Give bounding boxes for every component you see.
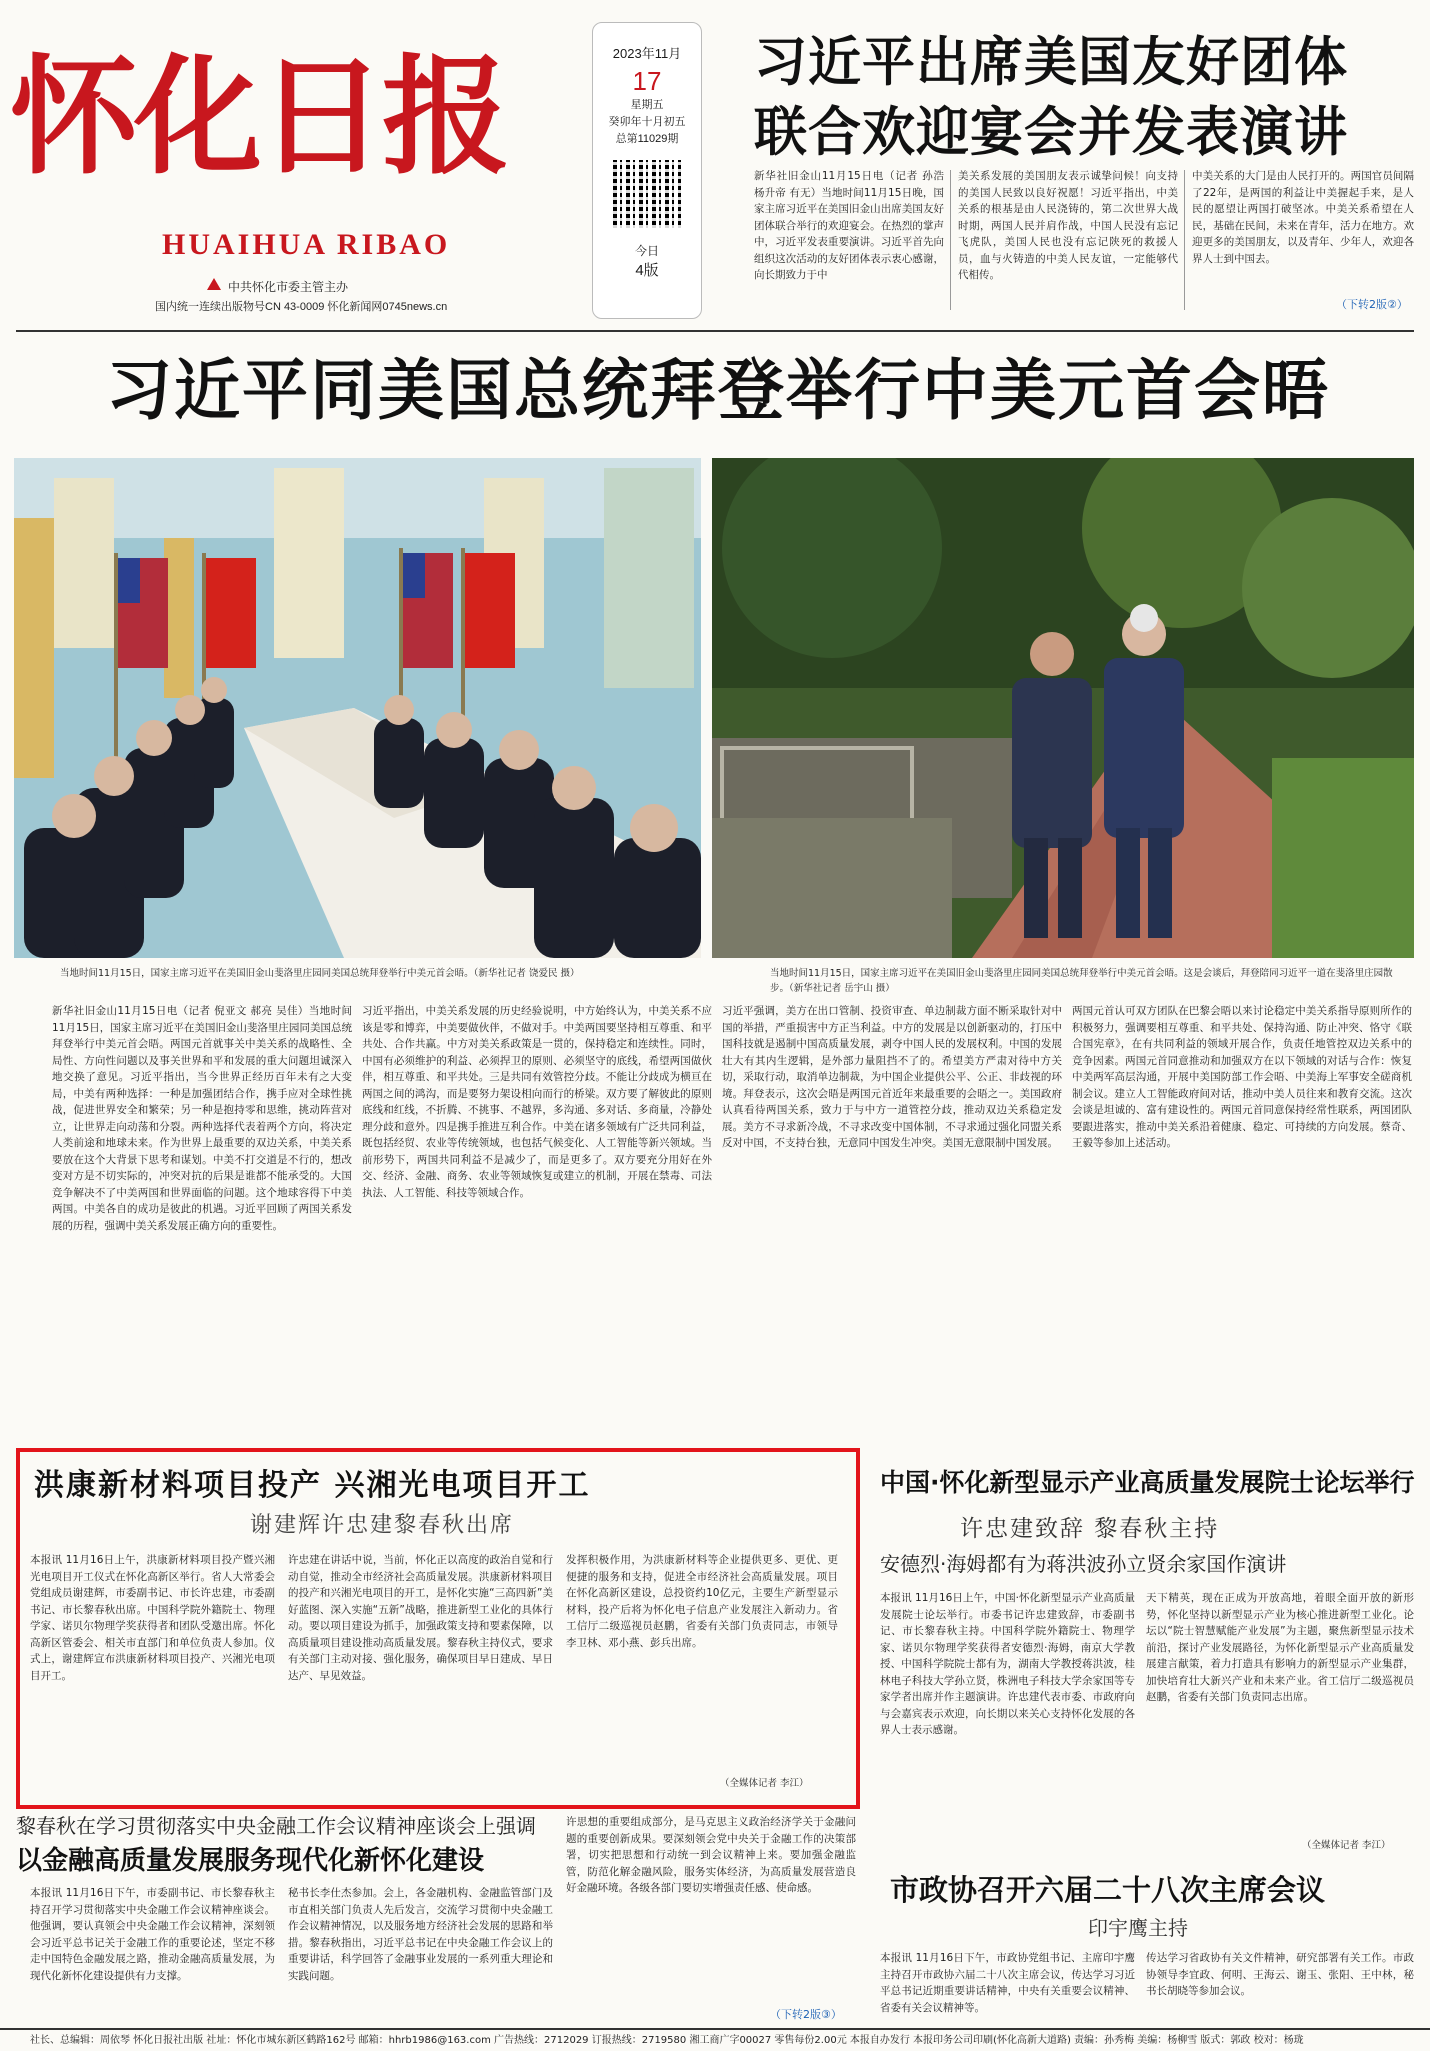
meeting-photo[interactable] [14,458,701,958]
lead-headline[interactable]: 习近平同美国总统拜登举行中美元首会晤 [106,352,1330,429]
publication-number: 国内统一连续出版物号CN 43-0009 怀化新闻网0745news.cn [155,301,448,313]
bottom-left-col-1: 本报讯 11月16日下午，市委副书记、市长黎春秋主持召开学习贯彻落实中央金融工作会议精神座谈会。他强调，要认真领会中央金融工作会议精神，深刻领会习近平总书记关于金融工作的重要论述，坚定不移走中国特色金融发展之路，推动金融高质量发展，为现代化新怀化建设提供有力支撑。 [30,1887,275,1982]
column-divider [1184,170,1185,310]
section-rule [16,330,1414,332]
edition-count: 4版 [635,262,659,279]
top-story-col-2: 美关系发展的美国朋友表示诚挚问候！向支持的美国人民致以良好祝愿！习近平指出，中美关系的根基是由人民浇铸的，第二次世界大战时期，两国人民并肩作战，中国人民没有忘记飞虎队，美国人民也没有忘记陕死的救援人员，血与火铸造的中美人民友谊，一定能够代代相传。 [958,170,1178,281]
box-story-subheadline: 谢建辉许忠建黎春秋出席 [250,1513,515,1538]
box-story-col-1: 本报讯 11月16日上午，洪康新材料项目投产暨兴湘光电项目开工仪式在怀化高新区举行。省人大常委会党组成员谢建辉，市委副书记、市长许忠建，市委副书记、市长黎春秋出席。中国科学院外籍院士、物理学家、诺贝尔物理学奖获得者和团队受邀出席。怀化高新区管委会、相关市直部门和单位负责人参加。仪式上，谢建辉宣布洪康新材料项目投产、兴湘光电项目开工。 [30,1554,275,1682]
bottom-right-subheadline: 印宇鹰主持 [1088,1916,1188,1940]
date-box [592,22,702,319]
issue-number: 总第11029期 [615,133,679,145]
bottom-left-continued[interactable]: （下转2版③） [770,2008,842,2021]
right-story-col-2: 天下精英，现在正成为开放高地，着眼全面开放的新形势，怀化坚持以新型显示产业为核心推进新型工业化。论坛以“院士智慧赋能产业发展”为主题，聚焦新型显示技术前沿，探讨产业发展路径，为怀化新型显示产业高质量发展建言献策，着力打造具有影响力的新型显示产业集群，加快培育壮大新兴产业和未来产业。省工信厅二级巡视员赵鹏，省委有关部门负责同志出席。 [1146,1592,1414,1703]
lead-body-col-1: 新华社旧金山11月15日电（记者 倪亚文 郝亮 吴佳）当地时间11月15日，国家主席习近平在美国旧金山斐洛里庄园同美国总统拜登举行中美元首会晤。两国元首就事关中美关系的战略性、全局性、方向性问题以及事关世界和平和发展的重大问题坦诚深入地交换了意见。习近平指出，当今世界正经历百年未有之大变局，中美有两种选择：一种是加强团结合作，携手应对全球性挑战，促进世界安全和繁荣；另一种是抱持零和思维，挑动阵营对立，让世界走向动荡和分裂。两种选择代表着两个方向，将决定人类前途和地球未来。作为世界上最重要的双边关系，中美关系要放在这个大背景下思考和谋划。中美不打交道是不行的，想改变对方是不切实际的，冲突对抗的后果是谁都不能承受的。大国竞争解决不了中美两国和世界面临的问题。这个地球容得下中美两国。中美各自的成功是彼此的机遇。习近平回顾了两国关系发展的历程，强调中美关系发展正确方向的重要性。 [52,1005,352,1232]
box-story-headline[interactable]: 洪康新材料项目投产 兴湘光电项目开工 [34,1468,591,1503]
walk-photo[interactable] [712,458,1414,958]
lead-body-col-4: 两国元首认可双方团队在巴黎会晤以来讨论稳定中美关系指导原则所作的积极努力，强调要相互尊重、和平共处、保持沟通、防止冲突、恪守《联合国宪章》，在有共同利益的领域开展合作，负责任地管控双边关系中的竞争因素。两国元首同意推动和加强双方在以下领域的对话与合作：恢复中美两军高层沟通，开展中美国防部工作会晤、中美海上军事安全磋商机制会议。建立人工智能政府间对话，推动中美人员往来和教育交流。这次会谈是坦诚的、富有建设性的。两国元首同意保持经常性联系，两国团队要跟进落实，推动中美关系沿着健康、稳定、可持续的方向发展。蔡奇、王毅等参加上述活动。 [1072,1005,1412,1149]
right-story-col-1: 本报讯 11月16日上午，中国·怀化新型显示产业高质量发展院士论坛举行。市委书记许忠建致辞，市委副书记、市长黎春秋主持。中国科学院外籍院士、物理学家、诺贝尔物理学奖获得者安德烈·海姆，南京大学教授、中国科学院院士都有为，湖南大学教授蒋洪波，桂林电子科技大学孙立贤，株洲电子科技大学余家国等专家学者出席并作主题演讲。许忠建代表市委、市政府向与会嘉宾表示欢迎，向长期以来关心支持怀化发展的各界人士表示感谢。 [880,1592,1135,1736]
party-emblem-icon [205,276,223,292]
bottom-left-col-2: 秘书长李仕杰参加。会上，各金融机构、金融监管部门及市直相关部门负责人先后发言，交流学习贯彻中央金融工作会议精神情况，以及服务地方经济社会发展的思路和举措。黎春秋指出，习近平总书记在中央金融工作会议上的重要讲话，科学回答了金融事业发展的一系列重大理论和实践问题。 [288,1887,553,1982]
box-story-byline: （全媒体记者 李江） [720,1778,809,1789]
right-story-subheadline-2: 安德烈·海姆都有为蒋洪波孙立贤余家国作演讲 [880,1552,1287,1576]
top-story-col-1: 新华社旧金山11月15日电（记者 孙浩 杨升帝 有无）当地时间11月15日晚，国家主席习近平在美国旧金山出席美国友好团体联合举行的欢迎宴会。在热烈的掌声中，习近平发表重要演讲。习近平首先向组织这次活动的友好团体表示衷心感谢，向长期致力于中 [754,170,944,281]
bottom-left-col-3: 许思想的重要组成部分，是马克思主义政治经济学关于金融问题的重要创新成果。要深刻领会党中央关于金融工作的决策部署，切实把思想和行动统一到会议精神上来。要加强金融监管，防范化解金融风险，服务实体经济，为高质量发展营造良好金融环境。各级各部门要切实增强责任感、使命感。 [566,1816,856,1894]
top-story-continued[interactable]: （下转2版②） [1336,298,1408,311]
bottom-left-kicker: 黎春秋在学习贯彻落实中央金融工作会议精神座谈会上强调 [16,1814,536,1838]
left-photo-caption: 当地时间11月15日，国家主席习近平在美国旧金山斐洛里庄园同美国总统拜登举行中美元首会晤。（新华社记者 饶爱民 摄） [60,968,580,979]
date-lunar: 癸卯年十月初五 [608,116,686,128]
bottom-right-headline[interactable]: 市政协召开六届二十八次主席会议 [890,1873,1326,1907]
qr-code-icon[interactable] [613,160,681,228]
top-story-col-3: 中美关系的大门是由人民打开的。两国官员间隔了22年，是两国的利益让中美握起手来，是人民的愿望让两国打破坚冰。中美关系希望在人民，基础在民间，未来在青年，活力在地方。欢迎更多的美国朋友，以及青年、少年人，欢迎各界人士到中国去。 [1192,170,1414,265]
column-divider [950,170,951,310]
masthead-title: 怀化日报 [10,42,507,192]
masthead-pinyin: HUAIHUA RIBAO [162,228,451,261]
bottom-right-col-2: 传达学习省政协有关文件精神，研究部署有关工作。市政协领导李宜政、何明、王海云、谢玉、张阳、王中林，秘书长胡晓等参加会议。 [1146,1952,1414,1997]
date-day: 17 [632,66,662,96]
lead-body-col-2: 习近平指出，中美关系发展的历史经验说明，中方始终认为，中美关系不应该是零和博弈，中美要做伙伴，不做对手。中美两国要坚持相互尊重、和平共处、合作共赢。中方对美关系政策是一贯的，保持稳定和连续性。同时，中国有必须维护的利益、必须捍卫的原则、必须坚守的底线，希望两国做伙伴，相互尊重、和平共处。三是共同有效管控分歧。不能让分歧成为横亘在两国之间的鸿沟，而是要努力架设相向而行的桥梁。双方要了解彼此的原则底线和红线，不折腾、不挑事、不越界，多沟通、多对话、多商量，冷静处理分歧和意外。四是携手推进互利合作。中美在诸多领域有广泛共同利益，既包括经贸、农业等传统领域，也包括气候变化、人工智能等新兴领域。当前形势下，两国共同利益不是减少了，而是更多了。双方要充分用好在外交、经济、金融、商务、农业等领域恢复或建立的机制，开展在禁毒、司法执法、人工智能、科技等领域合作。 [362,1005,712,1199]
right-story-byline: （全媒体记者 李江） [1302,1840,1391,1851]
footer-imprint: 社长、总编辑：周依琴 怀化日报社出版 社址：怀化市城东新区鹤路162号 邮箱：hhrb1986@163.com 广告热线：2712029 订报热线：2719580 湘工商广字00027 零售每份2.00元 本报自办发行 本报印务公司印刷(怀化高新大道路) 责编：孙秀梅 美编：杨柳雪 版式：郭政 校对：杨珑 [0,2028,1430,2051]
bottom-right-col-1: 本报讯 11月16日下午，市政协党组书记、主席印宇鹰主持召开市政协六届二十八次主席会议，传达学习习近平总书记近期重要讲话精神，中央有关重要会议精神、省委有关会议精神等。 [880,1952,1135,2014]
lead-body-col-3: 习近平强调，美方在出口管制、投资审查、单边制裁方面不断采取针对中国的举措，严重损害中方正当利益。中方的发展是以创新驱动的，打压中国科技就是遏制中国高质量发展，剥夺中国人民的发展权利。中国的发展壮大有其内生逻辑，是外部力量阻挡不了的。希望美方严肃对待中方关切，采取行动，取消单边制裁，为中国企业提供公平、公正、非歧视的环境。拜登表示，这次会晤是两国元首近年来最重要的会晤之一。美国政府认真看待两国关系，致力于与中方一道管控分歧，推动双边关系稳定发展。美方不寻求新冷战，不寻求改变中国体制，不寻求通过强化同盟关系反对中国，不支持台独，无意同中国发生冲突。美国无意限制中国发展。 [722,1005,1062,1149]
top-story-headline[interactable]: 习近平出席美国友好团体 联合欢迎宴会并发表演讲 [754,32,1348,163]
right-story-headline[interactable]: 中国·怀化新型显示产业高质量发展院士论坛举行 [880,1468,1415,1497]
sponsor-line: 中共怀化市委主管主办 [228,280,349,294]
right-photo-caption: 当地时间11月15日，国家主席习近平在美国旧金山斐洛里庄园同美国总统拜登举行中美元首会晤。这是会谈后，拜登陪同习近平一道在斐洛里庄园散步。（新华社记者 岳宇山 摄） [770,968,1393,994]
bottom-left-headline[interactable]: 以金融高质量发展服务现代化新怀化建设 [16,1846,485,1876]
box-story-col-3: 发挥积极作用，为洪康新材料等企业提供更多、更优、更便捷的服务和支持，促进全市经济社会高质量发展。项目在怀化高新区建设，总投资约10亿元，主要生产新型显示材料，投产后将为怀化电子信息产业发展注入新动力。省工信厅二级巡视员赵鹏，省委有关部门负责同志，市领导李卫林、邓小燕、彭兵出席。 [566,1554,838,1649]
right-story-subheadline-1: 许忠建致辞 黎春秋主持 [960,1516,1220,1542]
box-story-col-2: 许忠建在讲话中说，当前，怀化正以高度的政治自觉和行动自觉，推动全市经济社会高质量发展。洪康新材料项目的投产和兴湘光电项目的开工，是怀化实施“三高四新”美好蓝图、深入实施“五新”战略，推进新型工业化的具体行动。要以项目建设为抓手，加强政策支持和要素保障，以高质量项目建设推动高质量发展。黎春秋主持仪式，要求有关部门主动对接、强化服务，确保项目早日建成、早日达产、早见效益。 [288,1554,553,1682]
date-weekday: 星期五 [630,99,664,111]
date-year-month: 2023年11月 [612,46,682,61]
today-label: 今日 [634,244,659,258]
